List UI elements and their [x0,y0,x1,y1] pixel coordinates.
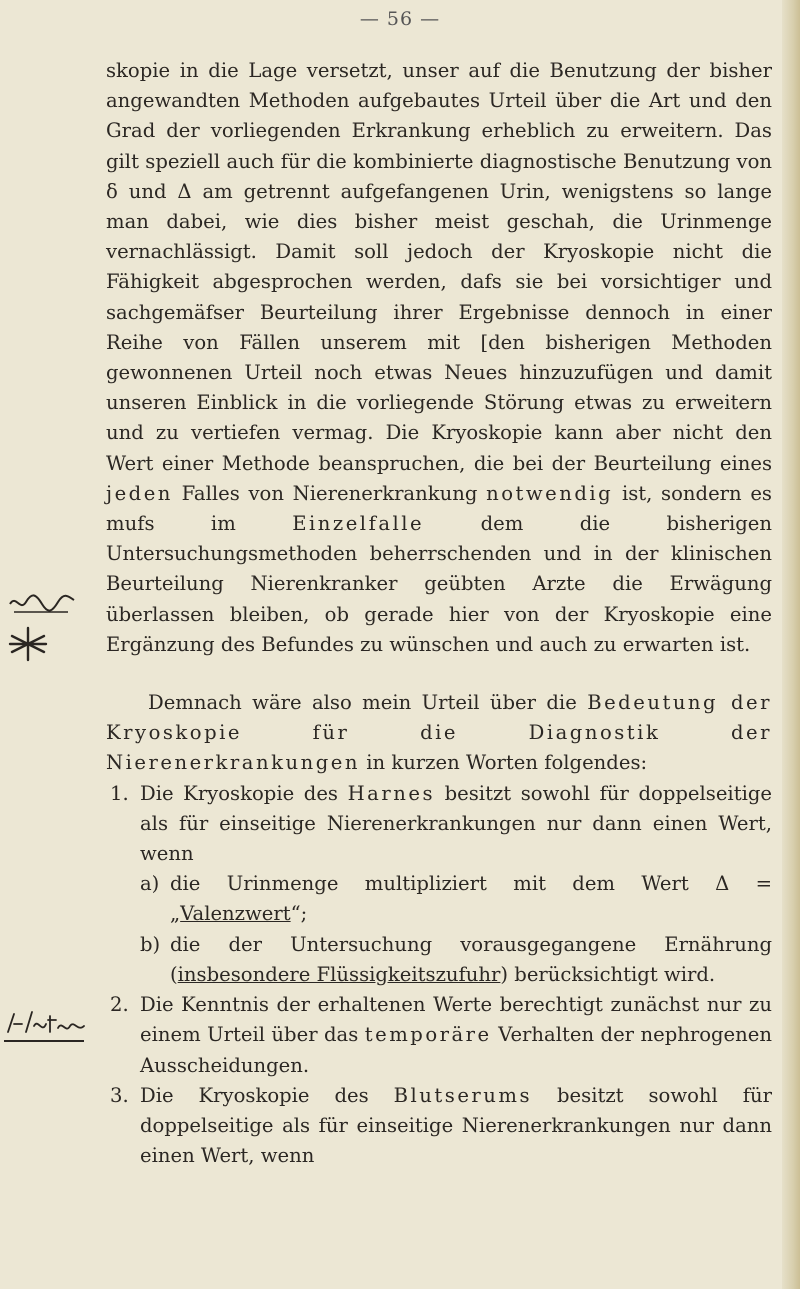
page-number: — 56 — [359,8,441,30]
page-edge [782,0,800,1289]
list-item [106,1081,772,1172]
item-text: Die Kryoskopie des [140,1083,369,1107]
item-number: 3. [110,1083,129,1107]
body-text [106,56,772,1171]
scribble-icon [8,590,78,620]
emphasis-bedeutung: Bedeutung der Kryoskopie für die Diagnostik der Nierenerkrankungen [106,691,772,775]
star-mark-icon [6,624,50,664]
emphasis-notwendig: notwendig [486,481,614,505]
item-text: Die Kenntnis der erhaltenen Werte berechtigt zunächst nur zu einem Urteil über das [140,993,772,1047]
item-number: 1. [110,781,129,805]
handwritten-margin-mark [8,590,78,624]
margin-underline [4,1040,84,1042]
sub-text-b: ) berücksichtigt wird. [500,962,716,986]
sub-label: a) [140,872,160,896]
paragraph-1 [106,56,772,660]
paragraph-2-text: Demnach wäre also mein Urteil über die [148,691,577,715]
paragraph-2-text-b: in kurzen Worten folgendes: [366,751,648,775]
list-item [106,779,772,990]
asterisk-mark-icon [6,624,50,670]
conclusion-list [106,779,772,1172]
sub-list [140,869,772,990]
item-emphasis: Harnes [347,781,435,805]
paragraph-2 [106,688,772,779]
item-text-b: besitzt sowohl für doppelseitige als für einseitige Nierenerkrankungen nur dann einen Wert, wenn [140,781,772,866]
sub-underlined: insbesondere Flüssigkeitszufuhr [177,962,501,986]
emphasis-einzelfalle: Einzelfalle [292,512,425,536]
item-number: 2. [110,993,129,1017]
sub-text: die Urinmenge multipliziert mit dem Wert Δ = „ [170,872,772,926]
emphasis-jeden: jeden [106,481,173,505]
sub-underlined: Valenzwert [180,902,291,926]
paragraph-1-text-c: ist, sondern es mufs im [106,481,772,536]
item-text-b: besitzt sowohl für doppelseitige als für einseitige Nierenerkrankungen nur dann einen Wert, wenn [140,1083,772,1168]
item-emphasis: temporäre [364,1023,492,1047]
sub-text: die der Untersuchung vorausgegangene Ernährung ( [170,932,772,986]
paragraph-1-text-d: dem die bisherigen Untersuchungsmethoden beherrschenden und in der klinischen Beurteilung Nierenkranker geübten Arzte die Erwägung überlassen bleiben, ob gerade hier von der Kryoskopie eine Ergänzung des Befundes zu wünschen und auch zu erwarten ist. [106,512,772,656]
item-text: Die Kryoskopie des [140,781,338,805]
handwritten-margin-note [4,1008,88,1043]
paragraph-1-text: skopie in die Lage versetzt, unser auf die Benutzung der bisher angewandten Methoden aufgebautes Urteil über die Art und den Grad der vorliegenden Erkrankung erheblich zu erweitern. Das gilt speziell auch für die kombinierte diagnostische Benutzung von δ und Δ am getrennt aufgefangenen Urin, wenigstens so lange man dabei, wie dies bisher meist geschah, die Urinmenge vernachlässigt. Damit soll jedoch der Kryoskopie nicht die Fähigkeit abgesprochen werden, dafs sie bei vorsichtiger und sachgemäfser Beurteilung ihrer Ergebnisse dennoch in einer Reihe von Fällen unserem mit [den bisherigen Methoden gewonnenen Urteil noch etwas Neues hinzuzufügen und damit unseren Einblick in die vorliegende Störung etwas zu erweitern und zu vertiefen vermag. Die Kryoskopie kann aber nicht den Wert einer Methode beanspruchen, die bei der Beurteilung eines [106,59,772,475]
sub-text-b: “; [290,902,308,926]
item-text-b: Verhalten der nephrogenen Ausscheidungen. [140,1023,772,1077]
sub-label: b) [140,932,161,956]
sub-item [140,869,772,929]
list-item [106,990,772,1081]
item-emphasis: Blutserums [393,1083,533,1107]
handwriting-icon [4,1008,88,1038]
sub-item [140,930,772,990]
paragraph-1-text-b: Falles von Nierenerkrankung [181,481,478,505]
